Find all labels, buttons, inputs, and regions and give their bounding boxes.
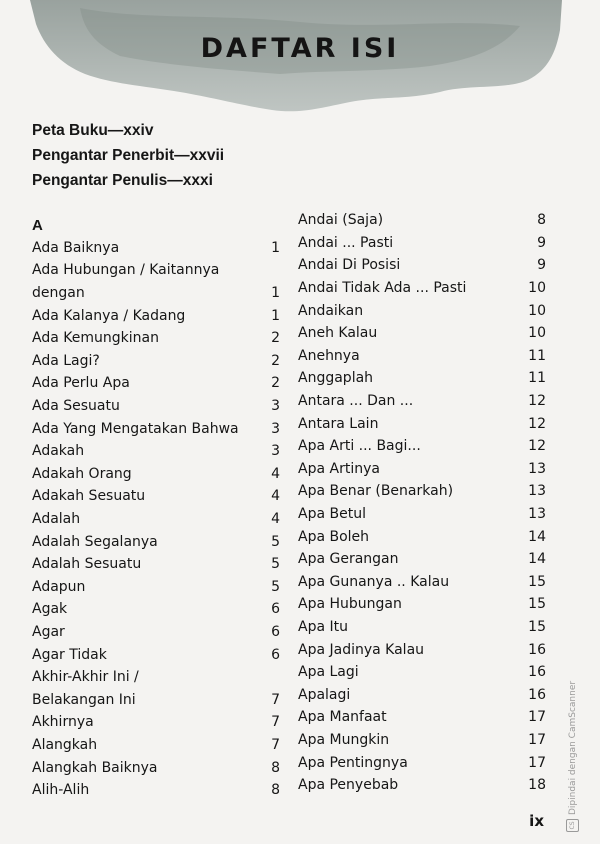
toc-entry-page: 13 bbox=[528, 506, 546, 523]
toc-entry[interactable] bbox=[298, 277, 546, 300]
toc-entry[interactable] bbox=[32, 485, 280, 508]
toc-entry-page: 17 bbox=[528, 709, 546, 726]
toc-entry-label: Antara ... Dan ... bbox=[298, 393, 414, 410]
toc-entry-page: 11 bbox=[528, 347, 546, 364]
toc-entry[interactable] bbox=[32, 327, 280, 350]
toc-entry[interactable] bbox=[32, 304, 280, 327]
toc-entry-label: Apa Arti ... Bagi... bbox=[298, 438, 421, 455]
toc-entry-label: Andai ... Pasti bbox=[298, 234, 394, 251]
toc-entry-page: 16 bbox=[528, 664, 546, 681]
toc-entry[interactable] bbox=[298, 661, 546, 684]
toc-entry-label: Ada Kemungkinan bbox=[32, 330, 159, 347]
toc-entry[interactable] bbox=[32, 417, 280, 440]
front-matter-list bbox=[32, 118, 224, 193]
toc-entry-page: 7 bbox=[271, 691, 280, 708]
toc-entry-page: 9 bbox=[537, 257, 546, 274]
toc-left-column bbox=[32, 214, 280, 801]
toc-entry[interactable] bbox=[32, 463, 280, 486]
toc-entry-label: Ada Sesuatu bbox=[32, 398, 120, 415]
toc-entry-label: Ada Hubungan / Kaitannya bbox=[32, 262, 220, 279]
toc-entry[interactable] bbox=[298, 751, 546, 774]
toc-entry[interactable] bbox=[32, 553, 280, 576]
toc-entry[interactable] bbox=[32, 643, 280, 666]
toc-entry-label: Apa Penyebab bbox=[298, 777, 399, 794]
toc-entry-label: Adakah Orang bbox=[32, 465, 132, 482]
toc-entry-page: 9 bbox=[537, 234, 546, 251]
toc-entry-label: Aneh Kalau bbox=[298, 325, 378, 342]
toc-entry-page: 16 bbox=[528, 686, 546, 703]
toc-entry[interactable] bbox=[32, 282, 280, 305]
toc-entry-page: 12 bbox=[528, 415, 546, 432]
toc-entry[interactable] bbox=[32, 395, 280, 418]
toc-entry-page: 14 bbox=[528, 528, 546, 545]
toc-entry-page: 7 bbox=[271, 736, 280, 753]
toc-entry[interactable] bbox=[298, 232, 546, 255]
toc-entry-page: 8 bbox=[271, 759, 280, 776]
toc-entry-page: 13 bbox=[528, 483, 546, 500]
toc-entry[interactable] bbox=[32, 372, 280, 395]
toc-entry[interactable] bbox=[298, 209, 546, 232]
toc-entry[interactable] bbox=[32, 734, 280, 757]
toc-entry[interactable] bbox=[298, 367, 546, 390]
toc-entry-page: 15 bbox=[528, 618, 546, 635]
toc-entry-page: 2 bbox=[271, 330, 280, 347]
toc-entry-label: Apa Benar (Benarkah) bbox=[298, 483, 454, 500]
toc-entry-page: 4 bbox=[271, 488, 280, 505]
toc-entry[interactable] bbox=[298, 503, 546, 526]
toc-entry[interactable] bbox=[298, 435, 546, 458]
toc-entry-page: 12 bbox=[528, 393, 546, 410]
toc-entry-page: 15 bbox=[528, 573, 546, 590]
toc-entry-label: Alangkah bbox=[32, 736, 98, 753]
toc-entry[interactable] bbox=[298, 774, 546, 797]
toc-entry[interactable] bbox=[298, 729, 546, 752]
toc-entry-page: 12 bbox=[528, 438, 546, 455]
toc-entry-label: Andai (Saja) bbox=[298, 212, 384, 229]
toc-entry[interactable] bbox=[298, 458, 546, 481]
toc-entry-label: Belakangan Ini bbox=[32, 691, 136, 708]
toc-entry-label: Apa Gunanya .. Kalau bbox=[298, 573, 450, 590]
toc-entry-label: Adapun bbox=[32, 578, 86, 595]
toc-entry-page: 5 bbox=[271, 556, 280, 573]
toc-entry-label: Apa Artinya bbox=[298, 460, 380, 477]
front-matter-item[interactable]: Peta Buku—xxiv bbox=[32, 122, 154, 139]
toc-entry[interactable] bbox=[298, 390, 546, 413]
toc-entry-label: Apa Itu bbox=[298, 618, 348, 635]
toc-entry[interactable] bbox=[32, 688, 280, 711]
toc-entry-page: 18 bbox=[528, 777, 546, 794]
toc-entry-label: Alangkah Baiknya bbox=[32, 759, 158, 776]
toc-entry-label: Apa Mungkin bbox=[298, 731, 390, 748]
toc-entry-page: 6 bbox=[271, 601, 280, 618]
camscanner-icon: CS bbox=[566, 819, 579, 832]
toc-entry-page: 15 bbox=[528, 596, 546, 613]
toc-entry-page: 10 bbox=[528, 280, 546, 297]
toc-entry[interactable] bbox=[32, 440, 280, 463]
toc-entry-page: 1 bbox=[271, 307, 280, 324]
toc-entry-label: Adalah bbox=[32, 511, 81, 528]
toc-entry[interactable] bbox=[32, 576, 280, 599]
toc-entry-label: Apalagi bbox=[298, 686, 351, 703]
page-title: DAFTAR ISI bbox=[200, 33, 400, 64]
toc-entry[interactable] bbox=[298, 299, 546, 322]
toc-entry[interactable] bbox=[32, 756, 280, 779]
toc-entry[interactable] bbox=[32, 779, 280, 802]
toc-entry-label: Agar Tidak bbox=[32, 646, 107, 663]
front-matter-item[interactable]: Pengantar Penerbit—xxvii bbox=[32, 147, 225, 164]
toc-entry-label: Apa Pentingnya bbox=[298, 754, 408, 771]
toc-entry[interactable] bbox=[32, 711, 280, 734]
toc-entry[interactable] bbox=[32, 508, 280, 531]
toc-entry-page: 1 bbox=[271, 285, 280, 302]
toc-entry-label: Apa Manfaat bbox=[298, 709, 387, 726]
toc-entry-page: 6 bbox=[271, 623, 280, 640]
toc-entry-label: Anehnya bbox=[298, 347, 360, 364]
toc-entry-label: Apa Lagi bbox=[298, 664, 359, 681]
toc-entry-page: 3 bbox=[271, 443, 280, 460]
toc-entry[interactable] bbox=[298, 683, 546, 706]
toc-entry-label: Agar bbox=[32, 623, 65, 640]
toc-entry-page: 8 bbox=[271, 782, 280, 799]
toc-entry-page: 1 bbox=[271, 239, 280, 256]
toc-entry[interactable] bbox=[298, 548, 546, 571]
toc-entry-label: Agak bbox=[32, 601, 68, 618]
toc-entry[interactable] bbox=[298, 254, 546, 277]
toc-entry-page: 16 bbox=[528, 641, 546, 658]
toc-right-column bbox=[298, 209, 546, 796]
toc-entry-label: Akhir-Akhir Ini / bbox=[32, 669, 139, 686]
toc-entry-page: 14 bbox=[528, 551, 546, 568]
toc-entry-label: Akhirnya bbox=[32, 714, 94, 731]
toc-entry-page: 17 bbox=[528, 731, 546, 748]
toc-entry[interactable] bbox=[298, 638, 546, 661]
front-matter-item[interactable]: Pengantar Penulis—xxxi bbox=[32, 172, 213, 189]
toc-entry-page: 2 bbox=[271, 352, 280, 369]
toc-entry-label: Andai Di Posisi bbox=[298, 257, 401, 274]
toc-entry-page: 4 bbox=[271, 511, 280, 528]
toc-entry-label: Anggaplah bbox=[298, 370, 374, 387]
toc-entry-label: Apa Betul bbox=[298, 506, 366, 523]
toc-entry-label: Ada Yang Mengatakan Bahwa bbox=[32, 420, 239, 437]
toc-entry-label: Ada Lagi? bbox=[32, 352, 100, 369]
toc-entry-page: 11 bbox=[528, 370, 546, 387]
toc-entry-page: 5 bbox=[271, 533, 280, 550]
toc-entry-page: 3 bbox=[271, 398, 280, 415]
toc-entry[interactable] bbox=[32, 530, 280, 553]
toc-entry-page: 10 bbox=[528, 302, 546, 319]
toc-entry-label: Adalah Sesuatu bbox=[32, 556, 142, 573]
scanner-watermark bbox=[566, 681, 579, 832]
toc-entry[interactable] bbox=[298, 616, 546, 639]
toc-entry[interactable] bbox=[298, 480, 546, 503]
toc-entry-label: Ada Baiknya bbox=[32, 239, 120, 256]
toc-entry[interactable] bbox=[32, 237, 280, 260]
toc-entry-label: Apa Gerangan bbox=[298, 551, 399, 568]
toc-entry-page: 5 bbox=[271, 578, 280, 595]
toc-entry[interactable] bbox=[32, 621, 280, 644]
toc-entry-label: Apa Hubungan bbox=[298, 596, 402, 613]
toc-entry[interactable] bbox=[298, 525, 546, 548]
toc-entry-label: dengan bbox=[32, 285, 85, 302]
toc-entry[interactable] bbox=[298, 322, 546, 345]
toc-entry-page: 10 bbox=[528, 325, 546, 342]
toc-entry-label: A bbox=[32, 216, 43, 234]
toc-entry[interactable] bbox=[298, 571, 546, 594]
toc-entry[interactable] bbox=[298, 412, 546, 435]
toc-entry-label: Adakah Sesuatu bbox=[32, 488, 146, 505]
page-number: ix bbox=[529, 812, 544, 830]
watermark-text: Dipindai dengan CamScanner bbox=[567, 680, 578, 815]
toc-entry-label: Andaikan bbox=[298, 302, 364, 319]
toc-entry-page: 17 bbox=[528, 754, 546, 771]
toc-entry-label: Apa Jadinya Kalau bbox=[298, 641, 425, 658]
toc-entry-page: 13 bbox=[528, 460, 546, 477]
toc-entry-page: 4 bbox=[271, 465, 280, 482]
toc-entry bbox=[32, 259, 280, 282]
toc-entry-label: Ada Kalanya / Kadang bbox=[32, 307, 186, 324]
toc-entry-page: 8 bbox=[537, 212, 546, 229]
toc-entry-label: Andai Tidak Ada ... Pasti bbox=[298, 280, 467, 297]
toc-entry[interactable] bbox=[298, 593, 546, 616]
toc-entry-label: Ada Perlu Apa bbox=[32, 375, 130, 392]
toc-entry-page: 3 bbox=[271, 420, 280, 437]
toc-entry[interactable] bbox=[32, 598, 280, 621]
toc-entry-page: 7 bbox=[271, 714, 280, 731]
toc-entry[interactable] bbox=[298, 345, 546, 368]
toc-entry-label: Alih-Alih bbox=[32, 782, 90, 799]
toc-entry-label: Adalah Segalanya bbox=[32, 533, 158, 550]
toc-entry-label: Apa Boleh bbox=[298, 528, 370, 545]
toc-entry[interactable] bbox=[32, 350, 280, 373]
toc-entry-label: Adakah bbox=[32, 443, 85, 460]
toc-entry-page: 2 bbox=[271, 375, 280, 392]
toc-entry-page: 6 bbox=[271, 646, 280, 663]
section-letter-heading bbox=[32, 214, 280, 237]
toc-entry bbox=[32, 666, 280, 689]
toc-entry-label: Antara Lain bbox=[298, 415, 379, 432]
toc-entry[interactable] bbox=[298, 706, 546, 729]
